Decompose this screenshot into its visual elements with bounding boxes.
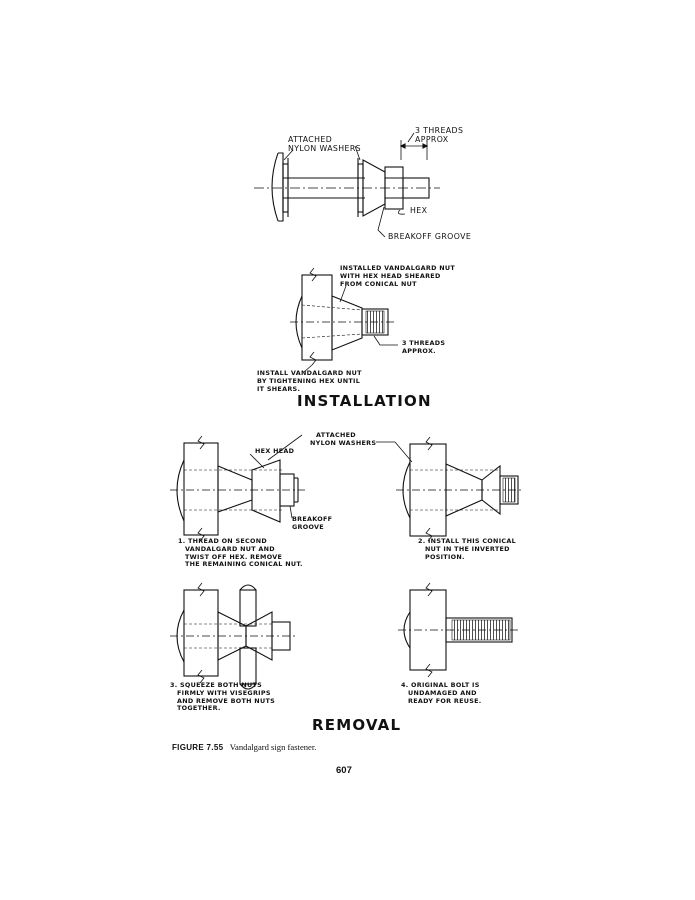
label-line: AND REMOVE BOTH NUTS bbox=[177, 696, 276, 705]
label-line: POSITION. bbox=[425, 552, 465, 561]
label-three-threads-approx-2 bbox=[402, 340, 445, 356]
page-number: 607 bbox=[336, 765, 352, 776]
label-attached-nylon-washers bbox=[288, 136, 361, 154]
label-hex-head bbox=[255, 448, 294, 456]
label-line: NYLON WASHERS bbox=[288, 143, 362, 153]
label-line: BY TIGHTENING HEX UNTIL bbox=[257, 376, 361, 385]
label-line: ATTACHED bbox=[316, 431, 356, 439]
label-line: GROOVE bbox=[292, 522, 324, 531]
label-line: APPROX. bbox=[402, 346, 436, 355]
removal-heading: REMOVAL bbox=[312, 716, 402, 734]
label-three-threads-approx bbox=[415, 127, 463, 145]
label-installed-vandalgard-nut bbox=[340, 265, 455, 288]
label-line: INSTALLED VANDALGARD NUT bbox=[340, 264, 456, 272]
label-line: 3 THREADS bbox=[415, 126, 464, 135]
label-line: ATTACHED bbox=[288, 135, 333, 144]
label-line: APPROX bbox=[415, 134, 449, 144]
label-line: 4. ORIGINAL BOLT IS bbox=[401, 681, 480, 689]
label-removal-attached-nylon-washers bbox=[310, 432, 376, 448]
step4-text bbox=[401, 682, 482, 705]
label-line: TOGETHER. bbox=[177, 704, 221, 713]
label-line: THE REMAINING CONICAL NUT. bbox=[185, 560, 303, 569]
label-line: HEX HEAD bbox=[255, 447, 295, 455]
label-line: TWIST OFF HEX. REMOVE bbox=[185, 552, 283, 561]
label-install-instruction bbox=[257, 370, 362, 393]
label-line: FROM CONICAL NUT bbox=[340, 279, 417, 288]
label-line: VANDALGARD NUT AND bbox=[185, 544, 275, 553]
label-line: 3 THREADS bbox=[402, 339, 446, 347]
step3-text bbox=[170, 682, 275, 713]
removal-step2-diagram bbox=[376, 437, 522, 541]
installation-heading: INSTALLATION bbox=[297, 392, 432, 410]
step2-text bbox=[418, 538, 516, 561]
label-hex bbox=[410, 207, 427, 216]
label-line: UNDAMAGED AND bbox=[408, 688, 477, 697]
removal-step3-diagram bbox=[170, 583, 296, 689]
label-line: 3. SQUEEZE BOTH NUTS bbox=[170, 681, 263, 689]
label-line: NYLON WASHERS bbox=[310, 438, 377, 447]
label-line: FIRMLY WITH VISEGRIPS bbox=[177, 688, 271, 697]
label-breakoff-groove bbox=[388, 233, 471, 242]
label-line: IT SHEARS. bbox=[257, 384, 301, 393]
figure-caption bbox=[172, 742, 316, 752]
label-line: 2. INSTALL THIS CONICAL bbox=[418, 537, 516, 545]
label-line: BREAKOFF bbox=[292, 515, 333, 523]
label-line: BREAKOFF GROOVE bbox=[388, 232, 472, 241]
removal-step4-diagram bbox=[398, 583, 518, 677]
label-line: HEX bbox=[410, 206, 428, 215]
label-line: NUT IN THE INVERTED bbox=[425, 544, 510, 553]
label-line: 1. THREAD ON SECOND bbox=[178, 537, 268, 545]
label-removal-breakoff-groove bbox=[292, 516, 332, 532]
step1-text bbox=[178, 538, 303, 569]
label-line: WITH HEX HEAD SHEARED bbox=[340, 271, 441, 280]
label-line: READY FOR REUSE. bbox=[408, 696, 482, 705]
figure-number: FIGURE 7.55 bbox=[172, 743, 224, 752]
label-line: INSTALL VANDALGARD NUT bbox=[257, 369, 362, 377]
figure-caption-text: Vandalgard sign fastener. bbox=[229, 742, 317, 752]
